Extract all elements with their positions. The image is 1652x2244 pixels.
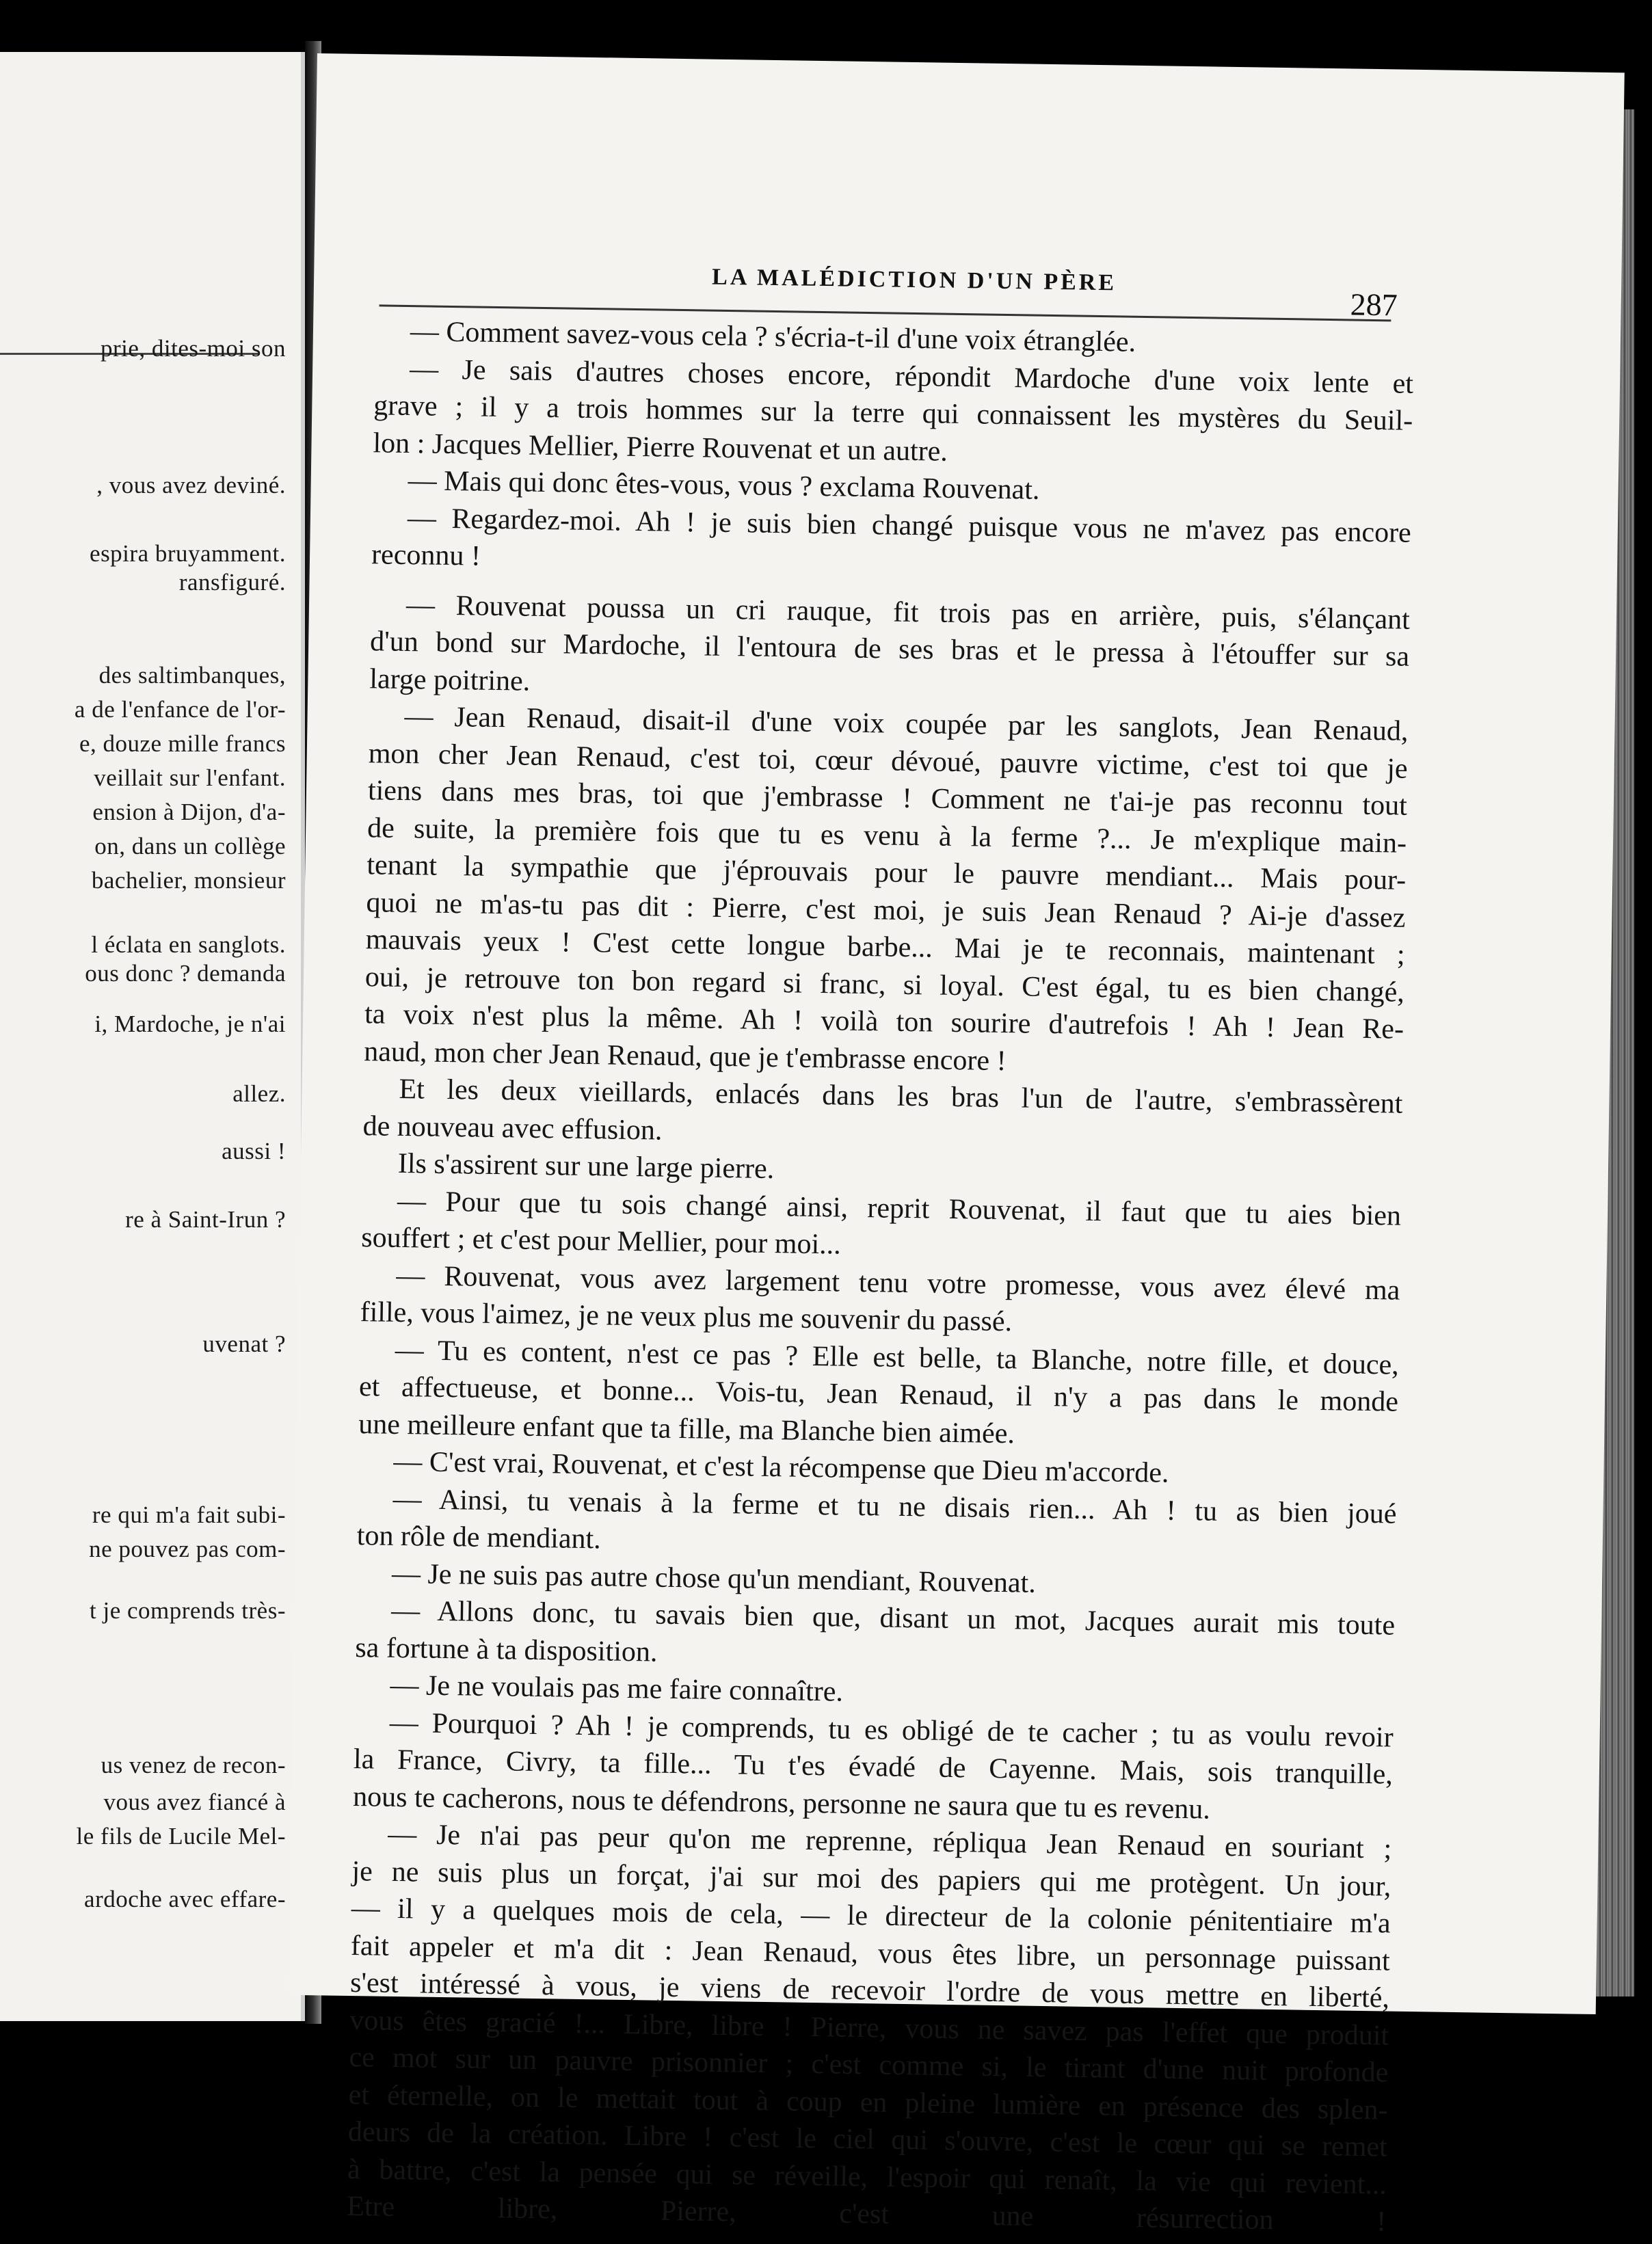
left-page-line: aussi ! xyxy=(222,1138,286,1164)
left-page-line: t je comprends très- xyxy=(90,1597,286,1624)
body-line: — Je ne voulais pas me faire connaître. xyxy=(390,1669,844,1708)
body-line: de nouveau avec effusion. xyxy=(362,1110,663,1147)
body-line: — Pour que tu sois changé ainsi, reprit Rouvenat, il faut que tu aies bien xyxy=(397,1185,1402,1232)
body-line: — Je sais d'autres choses encore, répondit Mardoche d'une voix lente et xyxy=(409,353,1414,400)
left-page-line: on, dans un collège xyxy=(94,833,286,859)
body-line: grave ; il y a trois hommes sur la terre qui connaissent les mystères du Seuil- xyxy=(373,390,1413,437)
body-line: — Comment savez-vous cela ? s'écria-t-il d'une voix étranglée. xyxy=(410,316,1136,358)
body-line: naud, mon cher Jean Renaud, que je t'embrasse encore ! xyxy=(364,1035,1007,1077)
body-line: — Rouvenat poussa un cri rauque, fit trois pas en arrière, puis, s'élançant xyxy=(405,589,1411,636)
body-line: à battre, c'est la pensée qui se réveille, l'espoir qui renaît, la vie qui revient... xyxy=(347,2153,1387,2201)
body-line: — Tu es content, n'est ce pas ? Elle est belle, ta Blanche, notre fille, et douce, xyxy=(395,1334,1400,1381)
body-line: lon : Jacques Mellier, Pierre Rouvenat et un autre. xyxy=(373,427,948,468)
body-line: fait appeler et m'a dit : Jean Renaud, vous êtes libre, un personnage puissant xyxy=(350,1929,1391,1977)
body-line: mon cher Jean Renaud, c'est toi, cœur dévoué, pauvre victime, c'est toi que je xyxy=(368,737,1408,785)
body-text xyxy=(347,312,1414,2241)
body-line: une meilleure enfant que ta fille, ma Blanche bien aimée. xyxy=(358,1408,1015,1450)
body-line: d'un bond sur Mardoche, il l'entoura de ses bras et le pressa à l'étouffer sur sa xyxy=(369,626,1410,673)
body-line: — Rouvenat, vous avez largement tenu votre promesse, vous avez élevé ma xyxy=(396,1259,1400,1307)
body-line: tenant la sympathie que j'éprouvais pour le pauvre mendiant... Mais pour- xyxy=(367,849,1407,896)
left-page-line: veillait sur l'enfant. xyxy=(94,764,286,791)
left-page-line: ardoche avec effare- xyxy=(84,1886,286,1912)
body-line: deurs de la création. Libre ! c'est le ciel qui s'ouvre, c'est le cœur qui se remet xyxy=(347,2116,1388,2163)
left-page-line: e, douze mille francs xyxy=(79,730,286,757)
left-page-line: re qui m'a fait subi- xyxy=(92,1501,286,1528)
left-page-line: a de l'enfance de l'or- xyxy=(74,696,286,723)
body-line: nous te cacherons, nous te défendrons, personne ne saura que tu es revenu. xyxy=(352,1780,1211,1826)
body-line: — Je n'ai pas peur qu'on me reprenne, répliqua Jean Renaud en souriant ; xyxy=(388,1818,1392,1865)
body-line: — Ainsi, tu venais à la ferme et tu ne disais rien... Ah ! tu as bien joué xyxy=(392,1483,1397,1530)
left-page-line: espira bruyamment. xyxy=(90,540,286,567)
left-page-line: ension à Dijon, d'a- xyxy=(92,799,286,825)
body-line: de suite, la première fois que tu es venu à la ferme ?... Je m'explique main- xyxy=(367,812,1407,859)
body-line: sa fortune à ta disposition. xyxy=(355,1631,658,1668)
right-page xyxy=(289,53,1625,2238)
body-line: et affectueuse, et bonne... Vois-tu, Jean Renaud, il n'y a pas dans le monde xyxy=(358,1371,1399,1418)
body-line: ton rôle de mendiant. xyxy=(356,1520,602,1555)
body-line: fille, vous l'aimez, je ne veux plus me souvenir du passé. xyxy=(360,1296,1013,1338)
left-page-line: us venez de recon- xyxy=(101,1752,286,1778)
body-line: quoi ne m'as-tu pas dit : Pierre, c'est moi, je suis Jean Renaud ? Ai-je d'assez xyxy=(366,886,1406,934)
body-line: — Jean Renaud, disait-il d'une voix coupée par les sanglots, Jean Renaud, xyxy=(404,701,1409,747)
left-page-line: des saltimbanques, xyxy=(98,662,286,689)
body-line: Et les deux vieillards, enlacés dans les bras l'un de l'autre, s'embrassèrent xyxy=(399,1073,1403,1120)
body-line: oui, je retrouve ton bon regard si franc, si loyal. C'est égal, tu es bien changé, xyxy=(364,961,1405,1009)
body-line: large poitrine. xyxy=(369,663,531,697)
body-line: ta voix n'est plus la même. Ah ! voilà ton sourire d'autrefois ! Ah ! Jean Re- xyxy=(364,998,1404,1045)
body-line: et éternelle, on le mettait tout à coup en pleine lumière en présence des splen- xyxy=(348,2079,1388,2126)
left-page-line: i, Mardoche, je n'ai xyxy=(94,1011,286,1037)
left-page-line: prie, dites-moi son xyxy=(101,335,286,362)
body-line: vous êtes gracié !... Libre, libre ! Pierre, vous ne savez pas l'effet que produit xyxy=(349,2004,1389,2052)
left-page-line: re à Saint-Irun ? xyxy=(125,1206,286,1233)
left-page-line: le fils de Lucile Mel- xyxy=(76,1823,286,1849)
body-line: — Je ne suis pas autre chose qu'un mendiant, Rouvenat. xyxy=(391,1558,1037,1599)
body-line: Etre libre, Pierre, c'est une résurrection ! xyxy=(346,2190,1387,2238)
left-page-line: ne pouvez pas com- xyxy=(89,1536,286,1562)
body-line: — Mais qui donc êtes-vous, vous ? exclama Rouvenat. xyxy=(408,465,1040,506)
body-line: — Regardez-moi. Ah ! je suis bien changé puisque vous ne m'avez pas encore xyxy=(407,502,1412,549)
body-line: — il y a quelques mois de cela, — le directeur de la colonie pénitentiaire m'a xyxy=(351,1893,1391,1940)
left-page-line: l éclata en sanglots. xyxy=(91,931,286,958)
left-page-line: ous donc ? demanda xyxy=(85,960,286,987)
body-line: la France, Civry, ta fille... Tu t'es évadé de Cayenne. Mais, sois tranquille, xyxy=(353,1744,1394,1791)
left-page-line: , vous avez deviné. xyxy=(96,472,286,498)
body-line: ce mot sur un pauvre prisonnier ; c'est comme si, le tirant d'une nuit profonde xyxy=(349,2042,1389,2089)
body-line: je ne suis plus un forçat, j'ai sur moi des papiers qui me protègent. Un jour, xyxy=(351,1855,1391,1903)
left-page-line: ransfiguré. xyxy=(178,569,286,596)
left-page-line: vous avez fiancé à xyxy=(103,1789,286,1815)
page-number: 287 xyxy=(1350,286,1398,323)
body-line: Ils s'assirent sur une large pierre. xyxy=(397,1147,775,1186)
running-head: LA MALÉDICTION D'UN PÈRE xyxy=(711,264,1117,296)
body-line: — Allons donc, tu savais bien que, disant un mot, Jacques aurait mis toute xyxy=(390,1594,1396,1642)
body-line: tiens dans mes bras, toi que j'embrasse ! Comment ne t'ai-je pas reconnu tout xyxy=(367,775,1408,822)
body-line: reconnu ! xyxy=(371,539,481,572)
left-page-line: bachelier, monsieur xyxy=(91,867,286,894)
body-line: — Pourquoi ? Ah ! je comprends, tu es obligé de te cacher ; tu as voulu revoir xyxy=(389,1707,1394,1754)
left-page-line: allez. xyxy=(232,1080,286,1107)
body-line: mauvais yeux ! C'est cette longue barbe... Mai je te reconnais, maintenant ; xyxy=(365,924,1405,971)
body-line: — C'est vrai, Rouvenat, et c'est la récompense que Dieu m'accorde. xyxy=(393,1445,1169,1489)
body-line: s'est intéressé à vous, je viens de recevoir l'ordre de vous mettre en liberté, xyxy=(349,1967,1390,2014)
left-page xyxy=(0,52,305,2021)
body-line: souffert ; et c'est pour Mellier, pour moi... xyxy=(360,1222,842,1261)
left-page-line: uvenat ? xyxy=(202,1331,286,1357)
